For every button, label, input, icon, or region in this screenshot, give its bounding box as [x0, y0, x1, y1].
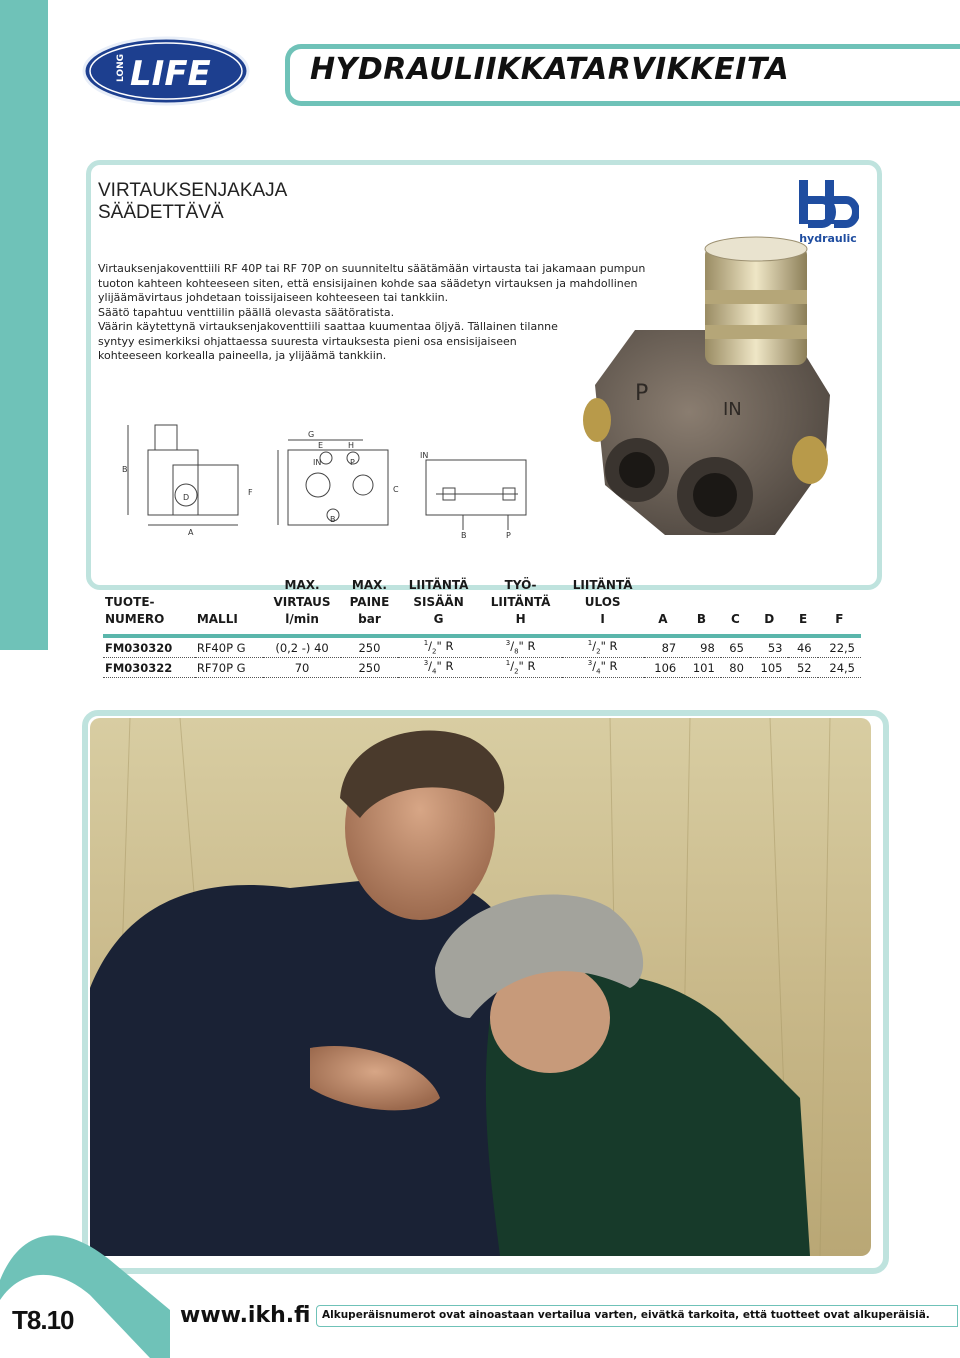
- drawing-label: F: [248, 488, 253, 497]
- description-line: tuoton kahteen kohteeseen siten, että ensisijainen kohde saa säädetyn virtauksen ja mahdollinen: [98, 276, 638, 290]
- col-header-max-pressure: MAX. PAINE bar: [349, 578, 390, 626]
- description-line: kohteeseen korkealla paineella, ja ylijäämä tankkiin.: [98, 349, 387, 362]
- drawing-label: B: [461, 531, 467, 540]
- website-link[interactable]: www.ikh.fi: [180, 1303, 311, 1328]
- drawing-label: H: [348, 441, 355, 450]
- cell-flow: (0,2 -) 40: [263, 636, 342, 658]
- drawing-label: B: [330, 515, 336, 524]
- cell-a: 106: [644, 658, 683, 678]
- cell-model: RF40P G: [195, 636, 263, 658]
- cell-inlet: $^1/_2$" R: [398, 636, 480, 658]
- product-title: [98, 180, 418, 224]
- disclaimer-text: Alkuperäisnumerot ovat ainoastaan vertailua varten, eivätkä tarkoita, että tuotteet ovat alkuperäisiä.: [322, 1309, 930, 1321]
- cell-work-port: $^1/_2$" R: [480, 658, 562, 678]
- cell-c: 65: [721, 636, 750, 658]
- cell-product-number: FM030320: [103, 636, 195, 658]
- cell-e: 52: [788, 658, 817, 678]
- cell-a: 87: [644, 636, 683, 658]
- col-header-max-flow: MAX. VIRTAUS l/min: [273, 578, 331, 626]
- cell-outlet: $^1/_2$" R: [562, 636, 644, 658]
- description-line: ylijäämävirtaus johdetaan toissijaiseen kohteeseen tai tankkiin.: [98, 291, 449, 304]
- logo-long-text: LONG: [116, 54, 126, 82]
- cell-b: 101: [682, 658, 721, 678]
- drawing-label: P: [350, 458, 355, 467]
- cell-e: 46: [788, 636, 817, 658]
- table-row: [103, 636, 861, 658]
- page-title: HYDRAULIIKKATARVIKKEITA: [310, 52, 790, 87]
- cell-b: 98: [682, 636, 721, 658]
- drawing-label: A: [188, 528, 194, 537]
- cell-f: 22,5: [818, 636, 861, 658]
- cell-work-port: $^3/_8$" R: [480, 636, 562, 658]
- cell-flow: 70: [263, 658, 342, 678]
- col-header-c: C: [730, 612, 740, 626]
- description-line: Väärin käytettynä virtauksenjakoventtiili saattaa kuumentaa öljyä. Tällainen tilanne: [98, 320, 558, 333]
- table-row: [103, 658, 861, 678]
- specification-table: [103, 577, 861, 678]
- page-number: T8.10: [12, 1305, 74, 1335]
- col-header-d: D: [764, 612, 775, 626]
- drawing-label: C: [393, 485, 399, 494]
- drawing-label: G: [308, 430, 315, 439]
- cell-product-number: FM030322: [103, 658, 195, 678]
- col-header-inlet: LIITÄNTÄ SISÄÄN G: [408, 578, 469, 626]
- cell-outlet: $^3/_4$" R: [562, 658, 644, 678]
- valve-port-in-label: IN: [723, 399, 742, 420]
- cell-pressure: 250: [341, 658, 397, 678]
- col-header-outlet: LIITÄNTÄ ULOS I: [572, 578, 633, 626]
- col-header-model: MALLI: [196, 612, 238, 626]
- cell-f: 24,5: [818, 658, 861, 678]
- drawing-label: IN: [420, 451, 429, 460]
- logo-life-text: LIFE: [130, 54, 211, 94]
- drawing-label: E: [318, 441, 324, 450]
- col-header-a: A: [658, 612, 668, 626]
- cell-model: RF70P G: [195, 658, 263, 678]
- cell-d: 105: [750, 658, 789, 678]
- description-line: Säätö tapahtuu venttiilin päällä olevasta säätöratista.: [98, 305, 395, 319]
- cell-c: 80: [721, 658, 750, 678]
- col-header-work-port: TYÖ- LIITÄNTÄ H: [490, 578, 551, 626]
- drawing-label: IN: [313, 458, 322, 467]
- valve-port-p-label: P: [635, 381, 649, 406]
- field-photo: [90, 718, 871, 1256]
- product-title-line-2: SÄÄDETTÄVÄ: [98, 202, 224, 223]
- cell-inlet: $^3/_4$" R: [398, 658, 480, 678]
- description-line: Virtauksenjakoventtiili RF 40P tai RF 70P on suunniteltu säätämään virtausta tai jakamaan pumpun: [98, 262, 646, 275]
- cell-d: 53: [750, 636, 789, 658]
- table-header-row: [103, 577, 861, 636]
- col-header-product-number: TUOTE- NUMERO: [105, 595, 165, 626]
- cell-pressure: 250: [341, 636, 397, 658]
- left-accent-strip: [0, 0, 48, 650]
- product-title-line-1: VIRTAUKSENJAKAJA: [98, 180, 288, 201]
- product-description: [98, 262, 646, 364]
- valve-product-image: [575, 235, 840, 555]
- longlife-logo: [82, 36, 250, 106]
- technical-drawing: [118, 410, 538, 545]
- description-line: syntyy esimerkiksi ohjattaessa suuresta virtauksesta pieni osa ensisijaiseen: [98, 334, 517, 348]
- drawing-label: P: [506, 531, 511, 540]
- col-header-b: B: [696, 612, 707, 626]
- col-header-e: E: [798, 612, 808, 626]
- drawing-label: D: [183, 493, 190, 502]
- drawing-label: B: [122, 465, 128, 474]
- col-header-f: F: [835, 612, 844, 626]
- bb-logo-text: hydraulic: [799, 232, 857, 245]
